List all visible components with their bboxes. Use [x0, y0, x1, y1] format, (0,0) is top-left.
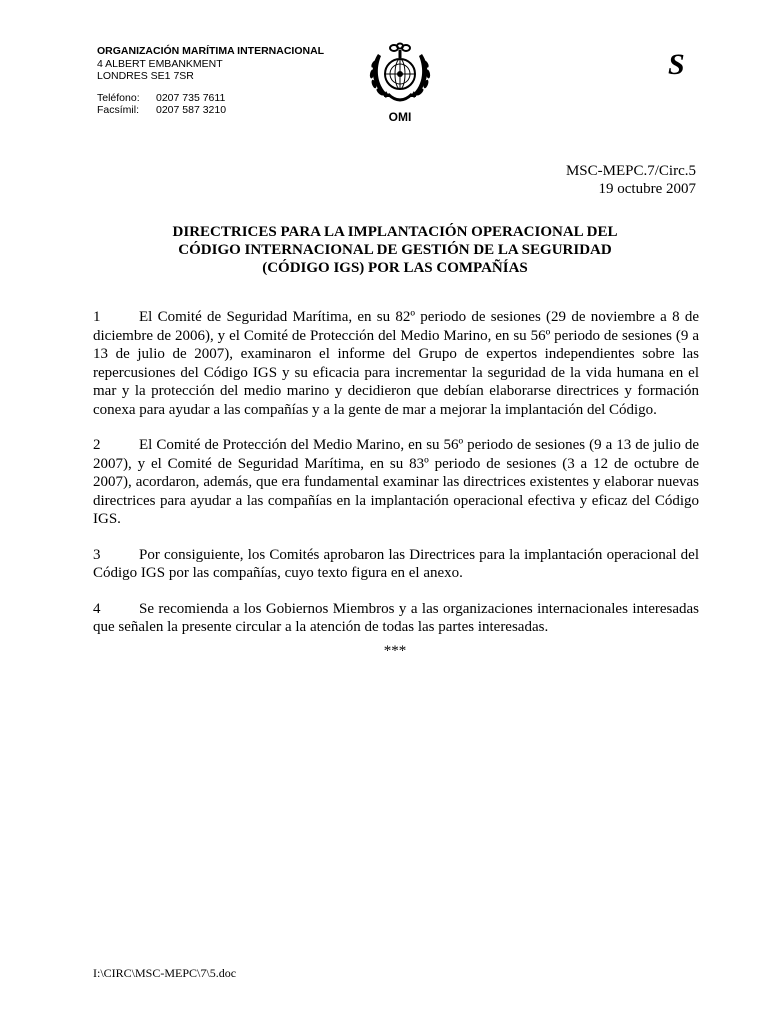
document-body — [93, 308, 699, 654]
contact-block — [97, 93, 226, 116]
language-mark: S — [668, 48, 685, 81]
fax-row — [97, 105, 226, 117]
paragraph-number: 1 — [93, 309, 101, 325]
paragraph-number: 2 — [93, 437, 101, 453]
document-date: 19 octubre 2007 — [598, 181, 696, 197]
paragraph-text: Se recomienda a los Gobiernos Miembros y a las organizaciones internacionales interesadas que señalen la presente circular a la atención de todas las partes interesadas. — [93, 600, 699, 635]
paragraph-text: El Comité de Seguridad Marítima, en su 82º periodo de sesiones (29 de noviembre a 8 de diciembre de 2006), y el Comité de Protección del Medio Marino, en su 56º periodo de sesiones (9 a 13 de julio de 2007), examinaron el informe del Grupo de expertos independientes sobre las repercusiones del Código IGS y su eficacia para incrementar la seguridad de la vida humana en el mar y la protección del medio marino y decidieron que debían elaborarse directrices y formación conexa para ayudar a las compañías y a la gente de mar a mejorar la implantación del Código. — [93, 309, 699, 418]
paragraph-number: 3 — [93, 546, 101, 563]
file-path-footer: I:\CIRC\MSC-MEPC\7\5.doc — [93, 966, 237, 980]
paragraph-text: El Comité de Protección del Medio Marino, en su 56º periodo de sesiones (9 a 13 de julio de 2007), y el Comité de Seguridad Marítima, en su 83º periodo de sesiones (3 a 12 de octubre de 2007), acordaron, además, que era fundamental examinar las directrices existentes y elaborar nuevas directrices para ayudar a las compañías en la implantación operacional efectiva y eficaz del Código IGS. — [93, 437, 699, 527]
document-symbol: MSC-MEPC.7/Circ.5 — [565, 163, 696, 179]
imo-logo-icon — [364, 42, 436, 108]
address-line-2: LONDRES SE1 7SR — [97, 70, 194, 82]
phone-label: Teléfono: — [97, 92, 140, 104]
section-separator: *** — [383, 643, 407, 659]
title-line-2: CÓDIGO INTERNACIONAL DE GESTIÓN DE LA SEGURIDAD — [178, 242, 612, 258]
paragraph-1 — [93, 308, 699, 419]
paragraph-number: 4 — [93, 600, 101, 617]
phone-row — [97, 93, 226, 105]
paragraph-text: Por consiguiente, los Comités aprobaron las Directrices para la implantación operacional del Código IGS por las compañías, cuyo texto figura en el anexo. — [93, 546, 699, 581]
title-line-3: (CÓDIGO IGS) POR LAS COMPAÑÍAS — [262, 260, 528, 276]
paragraph-2 — [93, 436, 699, 529]
document-reference — [566, 162, 696, 198]
paragraph-3 — [93, 546, 699, 583]
document-title — [93, 223, 697, 277]
logo-caption: OMI — [388, 110, 412, 124]
fax-label: Facsímil: — [97, 103, 139, 116]
title-line-1: DIRECTRICES PARA LA IMPLANTACIÓN OPERACIONAL DEL — [172, 224, 618, 240]
org-name: ORGANIZACIÓN MARÍTIMA INTERNACIONAL — [97, 45, 325, 57]
phone-value: 0207 735 7611 — [156, 92, 226, 104]
fax-value: 0207 587 3210 — [156, 103, 227, 116]
org-header — [97, 45, 324, 83]
paragraph-4 — [93, 600, 699, 637]
address-line-1: 4 ALBERT EMBANKMENT — [97, 57, 223, 70]
